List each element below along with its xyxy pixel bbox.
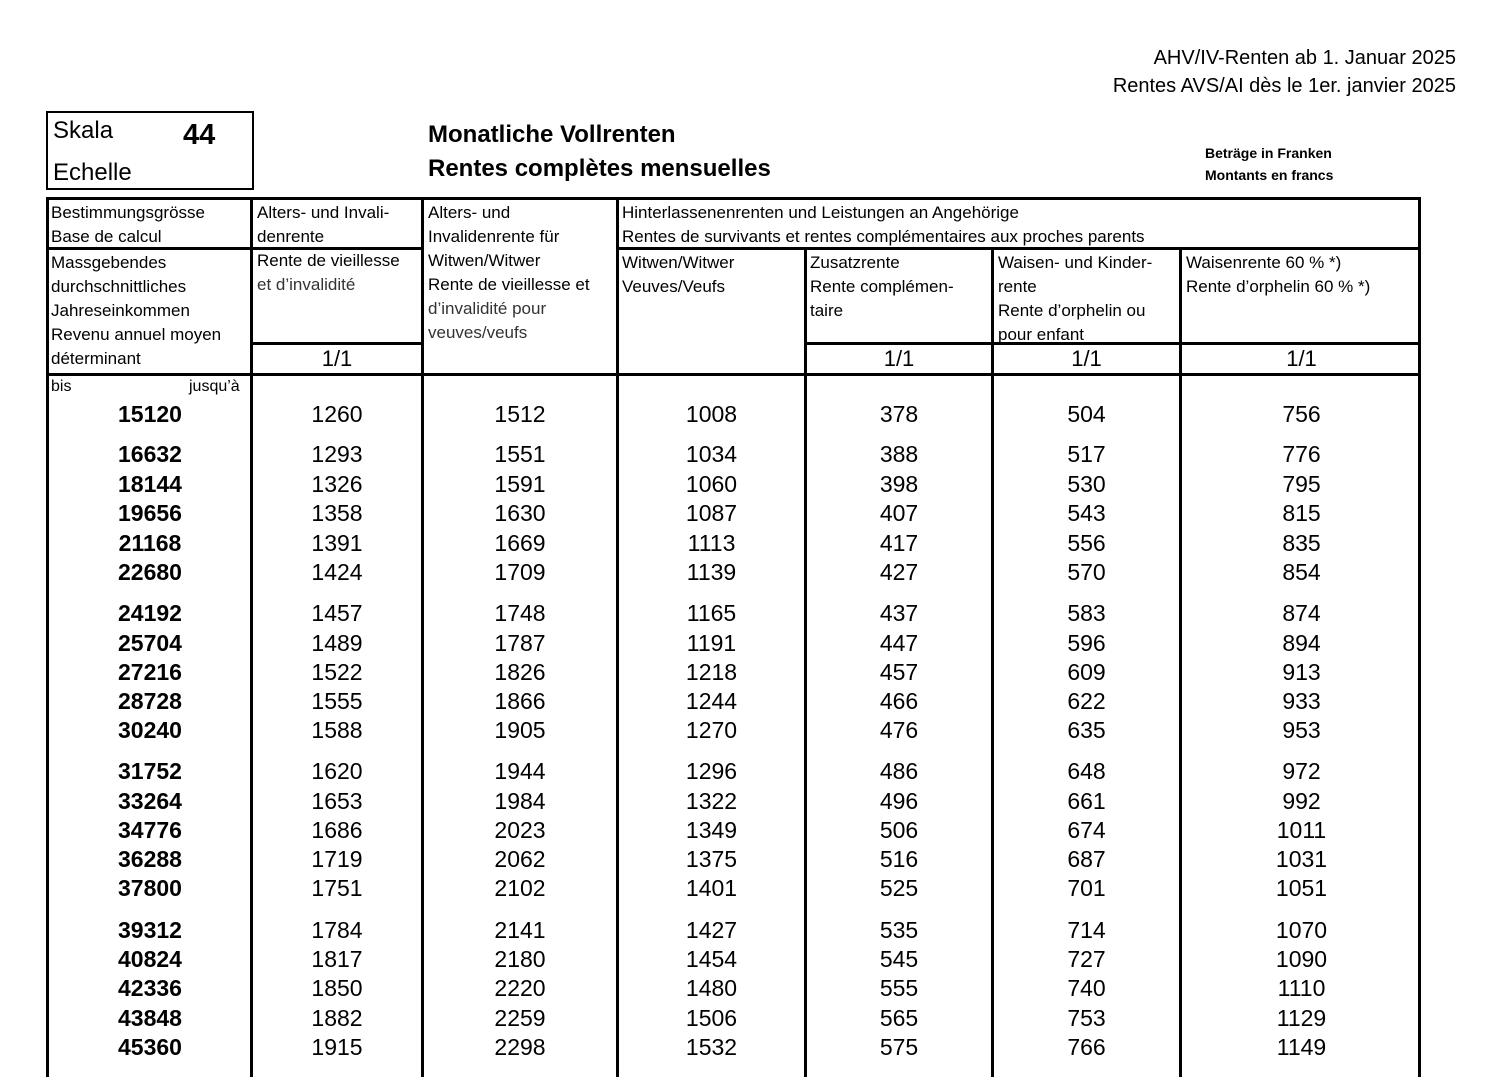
additional-rent-cell: 486 [879,758,919,784]
orphan60-rent-cell: 815 [1282,500,1321,526]
widow-rent-cell: 1060 [685,471,738,497]
orphan-rent-cell: 570 [1067,559,1106,585]
title-de: Monatliche Vollrenten [428,121,676,148]
base-header [51,201,205,249]
income-limit-cell: 25704 [118,630,182,656]
orphan-rent-cell: 635 [1067,717,1106,743]
widow-rent-cell: 1008 [685,401,738,427]
orphan-rent-cell: 622 [1067,688,1106,714]
income-header-line: durchschnittliches [51,277,187,296]
table-row [0,441,1500,471]
additional-header-line: Rente complémen- [810,277,954,296]
old-age-rent-cell: 1588 [311,717,363,743]
widow-rent-cell: 1270 [685,717,738,743]
additional-rent-cell: 437 [879,600,919,626]
old-age-header-line: denrente [257,227,325,246]
widow-old-age-rent-cell: 1591 [494,471,546,497]
table-row [0,758,1500,788]
orphan-rent-cell: 674 [1067,817,1106,843]
orphan60-header-fr: Rente d’orphelin 60 % *) [1186,277,1371,296]
widow-old-age-rent-cell: 1630 [494,500,546,526]
orphan60-rent-cell: 894 [1282,630,1321,656]
table-row [0,401,1500,431]
table-row [0,530,1500,560]
orphan60-rent-cell: 1110 [1277,975,1326,1001]
income-limit-cell: 33264 [118,788,182,814]
old-age-rent-cell: 1457 [311,600,363,626]
orphan60-rent-cell: 795 [1282,471,1321,497]
widow-rent-cell: 1296 [685,758,738,784]
widow-rent-cell: 1087 [685,500,738,526]
header-bottom-line [46,373,1421,376]
orphan60-rent-cell: 1051 [1275,875,1328,901]
widow-old-age-rent-cell: 2102 [494,875,546,901]
additional-rent-cell: 575 [879,1034,919,1060]
income-limit-cell: 24192 [118,600,182,626]
old-age-rent-cell: 1555 [311,688,363,714]
orphan-rent-cell: 766 [1067,1034,1106,1060]
table-row [0,559,1500,589]
widow-old-age-rent-cell: 1866 [494,688,546,714]
widow-header-fr: Veuves/Veufs [622,277,726,296]
orphan60-rent-cell: 1090 [1275,946,1328,972]
income-limit-cell: 16632 [118,441,182,467]
old-age-fraction: 1/1 [321,346,353,371]
orphan-header-line: rente [998,277,1037,296]
old-age-rent-cell: 1719 [311,846,363,872]
old-age-rent-cell: 1784 [311,917,363,943]
orphan60-rent-cell: 953 [1282,717,1321,743]
widow-old-age-rent-cell: 2259 [494,1005,546,1031]
income-limit-cell: 40824 [118,946,182,972]
income-limit-cell: 21168 [118,530,182,556]
orphan60-rent-cell: 756 [1282,401,1321,427]
widow-old-age-rent-cell: 1551 [494,441,546,467]
orphan60-rent-cell: 972 [1282,758,1321,784]
income-limit-cell: 45360 [118,1034,182,1060]
orphan-rent-cell: 687 [1067,846,1106,872]
income-limit-cell: 39312 [118,917,182,943]
survivors-header [622,201,1145,249]
base-header-fr: Base de calcul [51,227,162,246]
additional-fraction: 1/1 [883,346,915,371]
widow-old-age-header-line: Witwen/Witwer [428,251,541,270]
orphan-rent-cell: 543 [1067,500,1106,526]
orphan60-rent-cell: 913 [1282,659,1321,685]
old-age-header-line: Alters- und Invali- [257,203,390,222]
table-row [0,1034,1500,1064]
table-row [0,500,1500,530]
widow-rent-cell: 1349 [685,817,738,843]
widow-rent-cell: 1480 [685,975,738,1001]
orphan-rent-cell: 596 [1067,630,1106,656]
widow-old-age-header-line: d’invalidité pour [428,299,547,318]
additional-rent-cell: 516 [879,846,919,872]
survivors-header-fr: Rentes de survivants et rentes complémentaires aux proches parents [622,227,1145,246]
table-row [0,946,1500,976]
income-limit-cell: 15120 [118,401,182,427]
widow-old-age-header-line: Alters- und [428,203,511,222]
orphan-rent-cell: 609 [1067,659,1106,685]
header-line-fr: Rentes AVS/AI dès le 1er. janvier 2025 [1112,75,1456,97]
income-header-line: Revenu annuel moyen [51,325,222,344]
orphan60-rent-cell: 1011 [1276,817,1327,843]
additional-rent-cell: 555 [879,975,919,1001]
units-de: Beträge in Franken [1205,145,1332,161]
widow-old-age-rent-cell: 1984 [494,788,546,814]
widow-old-age-rent-cell: 1787 [494,630,546,656]
widow-rent-cell: 1165 [686,600,737,626]
orphan60-header [1186,251,1370,299]
widow-old-age-rent-cell: 2220 [494,975,546,1001]
additional-rent-cell: 476 [879,717,919,743]
orphan-rent-cell: 701 [1067,875,1106,901]
orphan-header-line: pour enfant [998,325,1085,344]
additional-rent-cell: 457 [879,659,919,685]
widow-old-age-rent-cell: 2141 [494,917,546,943]
widow-rent-cell: 1191 [686,630,737,656]
table-row [0,846,1500,876]
widow-old-age-rent-cell: 2023 [494,817,546,843]
orphan-rent-cell: 648 [1067,758,1106,784]
orphan-rent-cell: 556 [1067,530,1106,556]
orphan60-rent-cell: 835 [1282,530,1321,556]
bis-label: bis [51,378,72,395]
widow-rent-cell: 1401 [685,875,738,901]
orphan-rent-cell: 661 [1067,788,1106,814]
widow-old-age-rent-cell: 1669 [494,530,546,556]
scale-label-fr: Echelle [53,159,132,186]
additional-header [810,251,954,323]
additional-header-line: taire [810,301,844,320]
widow-old-age-header-line: Rente de vieillesse et [428,275,590,294]
additional-rent-cell: 535 [879,917,919,943]
widow-old-age-header [428,201,590,345]
old-age-header [257,201,400,297]
income-limit-cell: 19656 [118,500,182,526]
orphan60-rent-cell: 933 [1282,688,1321,714]
base-header-de: Bestimmungsgrösse [51,203,206,222]
additional-rent-cell: 398 [879,471,919,497]
orphan-rent-cell: 740 [1067,975,1106,1001]
income-header-line: Jahreseinkommen [51,301,190,320]
widow-rent-cell: 1139 [686,559,737,585]
table-row [0,1005,1500,1035]
old-age-rent-cell: 1620 [311,758,363,784]
income-limit-cell: 27216 [118,659,182,685]
additional-rent-cell: 466 [879,688,919,714]
widow-old-age-rent-cell: 1748 [494,600,546,626]
header-line-de: AHV/IV-Renten ab 1. Januar 2025 [1153,47,1456,69]
orphan60-fraction: 1/1 [1286,346,1317,371]
orphan-header [998,251,1152,347]
orphan-rent-cell: 753 [1067,1005,1106,1031]
orphan-rent-cell: 583 [1067,600,1106,626]
title-fr: Rentes complètes mensuelles [428,155,771,182]
table-row [0,917,1500,947]
orphan-header-line: Waisen- und Kinder- [998,253,1153,272]
widow-old-age-rent-cell: 1512 [494,401,546,427]
old-age-rent-cell: 1489 [311,630,363,656]
orphan60-rent-cell: 854 [1282,559,1321,585]
additional-rent-cell: 545 [879,946,919,972]
old-age-rent-cell: 1293 [311,441,363,467]
old-age-rent-cell: 1850 [311,975,363,1001]
old-age-rent-cell: 1915 [311,1034,363,1060]
additional-rent-cell: 417 [879,530,919,556]
orphan60-rent-cell: 1149 [1276,1034,1327,1060]
widow-old-age-rent-cell: 1944 [494,758,546,784]
widow-old-age-header-line: veuves/veufs [428,323,528,342]
widow-old-age-rent-cell: 2298 [494,1034,546,1060]
table-row [0,717,1500,747]
income-limit-cell: 18144 [118,471,182,497]
widow-rent-cell: 1532 [685,1034,738,1060]
orphan60-rent-cell: 992 [1282,788,1321,814]
income-limit-cell: 43848 [118,1005,182,1031]
additional-rent-cell: 378 [879,401,919,427]
units-fr: Montants en francs [1205,167,1334,183]
income-header-line: déterminant [51,349,141,368]
old-age-rent-cell: 1424 [311,559,363,585]
income-header-line: Massgebendes [51,253,167,272]
widow-rent-cell: 1113 [687,530,736,556]
income-limit-cell: 30240 [118,717,182,743]
document-header [1113,44,1456,100]
income-header [51,251,221,371]
table-row [0,817,1500,847]
additional-rent-cell: 447 [879,630,919,656]
additional-rent-cell: 496 [879,788,919,814]
widow-old-age-rent-cell: 1905 [494,717,546,743]
scale-label-de: Skala [53,117,114,144]
income-limit-cell: 42336 [118,975,182,1001]
orphan60-rent-cell: 1031 [1275,846,1328,872]
table-row [0,875,1500,905]
old-age-rent-cell: 1686 [311,817,363,843]
table-row [0,471,1500,501]
additional-rent-cell: 388 [879,441,919,467]
additional-rent-cell: 506 [879,817,919,843]
orphan60-header-de: Waisenrente 60 % *) [1186,253,1342,272]
widow-old-age-rent-cell: 2062 [494,846,546,872]
orphan60-rent-cell: 1070 [1275,917,1328,943]
income-limit-cell: 31752 [118,758,182,784]
income-limit-cell: 36288 [118,846,182,872]
old-age-rent-cell: 1522 [311,659,363,685]
orphan-header-line: Rente d’orphelin ou [998,301,1146,320]
scale-number: 44 [183,119,216,151]
income-limit-cell: 37800 [118,875,182,901]
income-limit-cell: 22680 [118,559,182,585]
old-age-rent-cell: 1391 [311,530,363,556]
widow-old-age-header-line: Invalidenrente für [428,227,560,246]
old-age-rent-cell: 1817 [311,946,363,972]
orphan-fraction: 1/1 [1071,346,1102,371]
old-age-rent-cell: 1358 [311,500,363,526]
widow-header [622,251,734,299]
old-age-header-line: et d’invalidité [257,275,356,294]
orphan-rent-cell: 714 [1067,917,1106,943]
row-divider [250,342,424,345]
widow-rent-cell: 1322 [685,788,738,814]
table-row [0,600,1500,630]
old-age-rent-cell: 1653 [311,788,363,814]
table-row [0,659,1500,689]
widow-old-age-rent-cell: 1709 [494,559,546,585]
income-limit-cell: 34776 [118,817,182,843]
widow-old-age-rent-cell: 1826 [494,659,546,685]
additional-rent-cell: 407 [879,500,919,526]
orphan-rent-cell: 504 [1067,401,1106,427]
income-limit-cell: 28728 [118,688,182,714]
orphan60-rent-cell: 1129 [1276,1005,1327,1031]
scale-box [46,111,254,190]
old-age-rent-cell: 1260 [311,401,363,427]
jusqua-label: jusqu’à [189,378,240,395]
widow-rent-cell: 1244 [685,688,738,714]
orphan-rent-cell: 530 [1067,471,1106,497]
orphan60-rent-cell: 874 [1282,600,1321,626]
additional-rent-cell: 427 [879,559,919,585]
table-row [0,788,1500,818]
widow-header-de: Witwen/Witwer [622,253,735,272]
units-note [1205,142,1333,186]
old-age-rent-cell: 1326 [311,471,363,497]
table-row [0,688,1500,718]
widow-rent-cell: 1427 [685,917,738,943]
table-row [0,975,1500,1005]
widow-rent-cell: 1218 [685,659,738,685]
additional-rent-cell: 525 [879,875,919,901]
widow-rent-cell: 1034 [685,441,738,467]
orphan60-rent-cell: 776 [1282,441,1321,467]
orphan-rent-cell: 517 [1067,441,1106,467]
page-title [428,118,771,186]
table-row [0,630,1500,660]
widow-rent-cell: 1454 [685,946,738,972]
old-age-rent-cell: 1882 [311,1005,363,1031]
old-age-header-line: Rente de vieillesse [257,251,400,270]
additional-rent-cell: 565 [879,1005,919,1031]
widow-rent-cell: 1375 [685,846,738,872]
orphan-rent-cell: 727 [1067,946,1106,972]
old-age-rent-cell: 1751 [311,875,363,901]
widow-old-age-rent-cell: 2180 [494,946,546,972]
additional-header-line: Zusatzrente [810,253,900,272]
widow-rent-cell: 1506 [685,1005,738,1031]
survivors-header-de: Hinterlassenenrenten und Leistungen an Angehörige [622,203,1019,222]
